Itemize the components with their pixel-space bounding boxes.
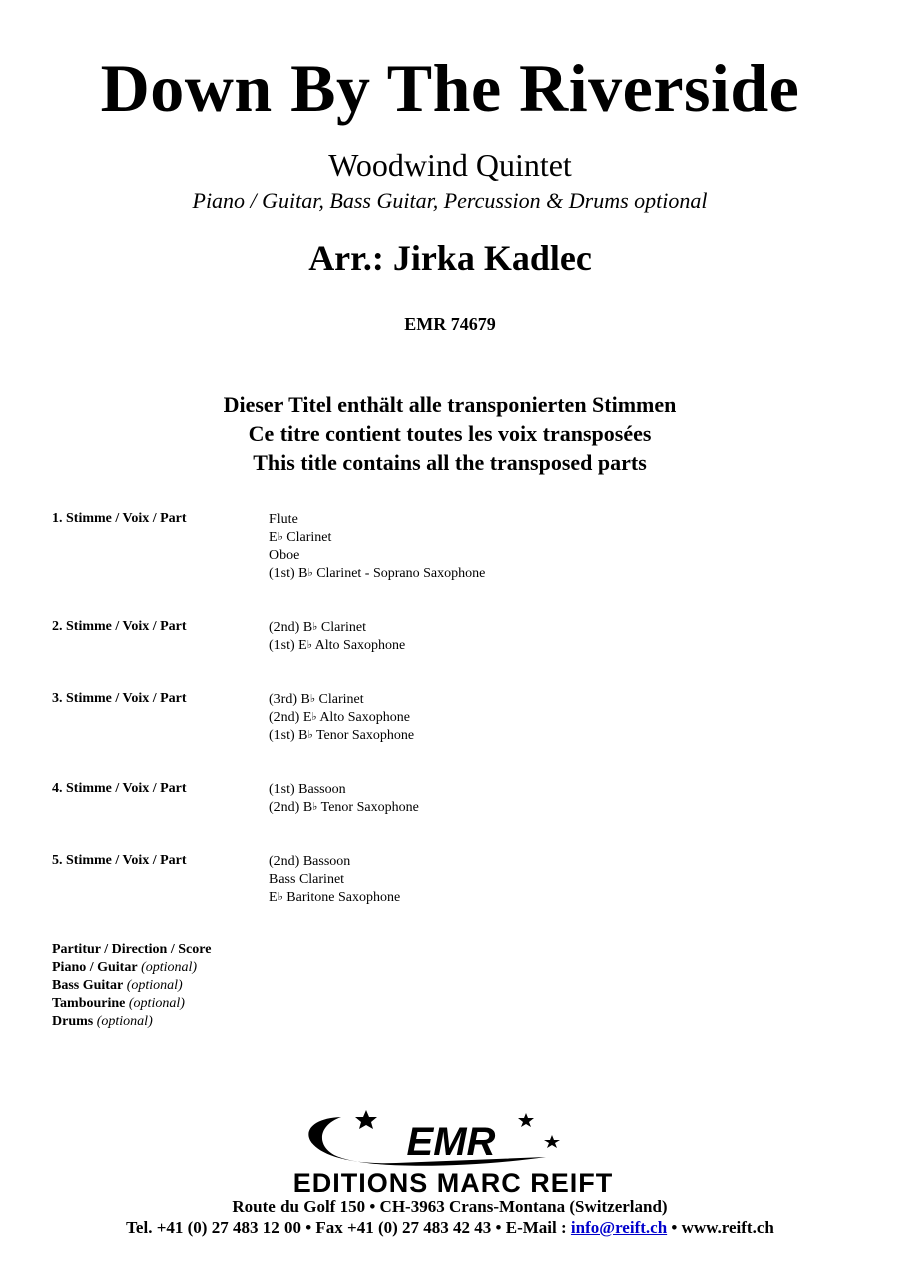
instrument-item: (1st) E♭ Alto Saxophone (269, 638, 406, 653)
contact-suffix: • www.reift.ch (667, 1218, 774, 1237)
instrument-item: (3rd) B♭ Clarinet (269, 692, 364, 707)
extra-part-item: Drums (optional) (52, 1014, 153, 1029)
instrument-item: (2nd) Bassoon (269, 854, 351, 869)
subtitle: Woodwind Quintet (328, 147, 572, 183)
instrument-item: (2nd) E♭ Alto Saxophone (269, 710, 410, 725)
part-2-label: 2. Stimme / Voix / Part (52, 619, 187, 634)
part-2-instruments (269, 618, 405, 654)
instrument-item: Flute (269, 512, 298, 527)
part-3-label: 3. Stimme / Voix / Part (52, 691, 187, 706)
transposition-notes (0, 390, 900, 477)
instrumentation-line: Piano / Guitar, Bass Guitar, Percussion & Drums optional (192, 188, 708, 213)
star-icon (544, 1135, 560, 1148)
page-title: Down By The Riverside (100, 50, 800, 126)
instrument-item: (1st) Bassoon (269, 782, 346, 797)
star-icon (355, 1110, 377, 1129)
extra-part-item: Piano / Guitar (optional) (52, 960, 198, 975)
part-1-instruments (269, 510, 485, 582)
note-german: Dieser Titel enthält alle transponierten Stimmen (223, 392, 677, 417)
part-4-instruments (269, 780, 419, 816)
part-3-instruments (269, 690, 414, 744)
publisher-contact (0, 1217, 900, 1239)
publisher-name: EDITIONS MARC REIFT (292, 1168, 614, 1195)
extra-part-item: Partitur / Direction / Score (52, 942, 212, 957)
star-icon (518, 1113, 534, 1127)
part-4-label: 4. Stimme / Voix / Part (52, 781, 187, 796)
extra-part-item: Bass Guitar (optional) (52, 978, 183, 993)
instrument-item: E♭ Clarinet (269, 530, 332, 545)
instrument-item: (2nd) B♭ Tenor Saxophone (269, 800, 419, 815)
part-5-instruments (269, 852, 400, 906)
note-french: Ce titre contient toutes les voix transposées (248, 421, 652, 446)
contact-prefix: Tel. +41 (0) 27 483 12 00 • Fax +41 (0) 27 483 42 43 • E-Mail : (126, 1218, 571, 1237)
catalog-number: EMR 74679 (404, 314, 496, 334)
instrument-item: Bass Clarinet (269, 872, 345, 887)
publisher-logo (246, 1105, 660, 1195)
arranger: Arr.: Jirka Kadlec (308, 238, 592, 278)
instrument-item: (1st) B♭ Tenor Saxophone (269, 728, 415, 743)
note-english: This title contains all the transposed parts (253, 450, 647, 475)
part-5-label: 5. Stimme / Voix / Part (52, 853, 187, 868)
instrument-item: E♭ Baritone Saxophone (269, 890, 401, 905)
part-1-label: 1. Stimme / Voix / Part (52, 511, 187, 526)
instrument-item: (2nd) B♭ Clarinet (269, 620, 366, 635)
publisher-address: Route du Golf 150 • CH-3963 Crans-Montana (Switzerland) (232, 1197, 668, 1216)
additional-parts-list (52, 941, 211, 1031)
instrument-item: (1st) B♭ Clarinet - Soprano Saxophone (269, 566, 486, 581)
email-link[interactable]: info@reift.ch (570, 1218, 668, 1237)
logo-emr-text: EMR (406, 1120, 496, 1164)
instrument-item: Oboe (269, 548, 300, 563)
extra-part-item: Tambourine (optional) (52, 996, 185, 1011)
